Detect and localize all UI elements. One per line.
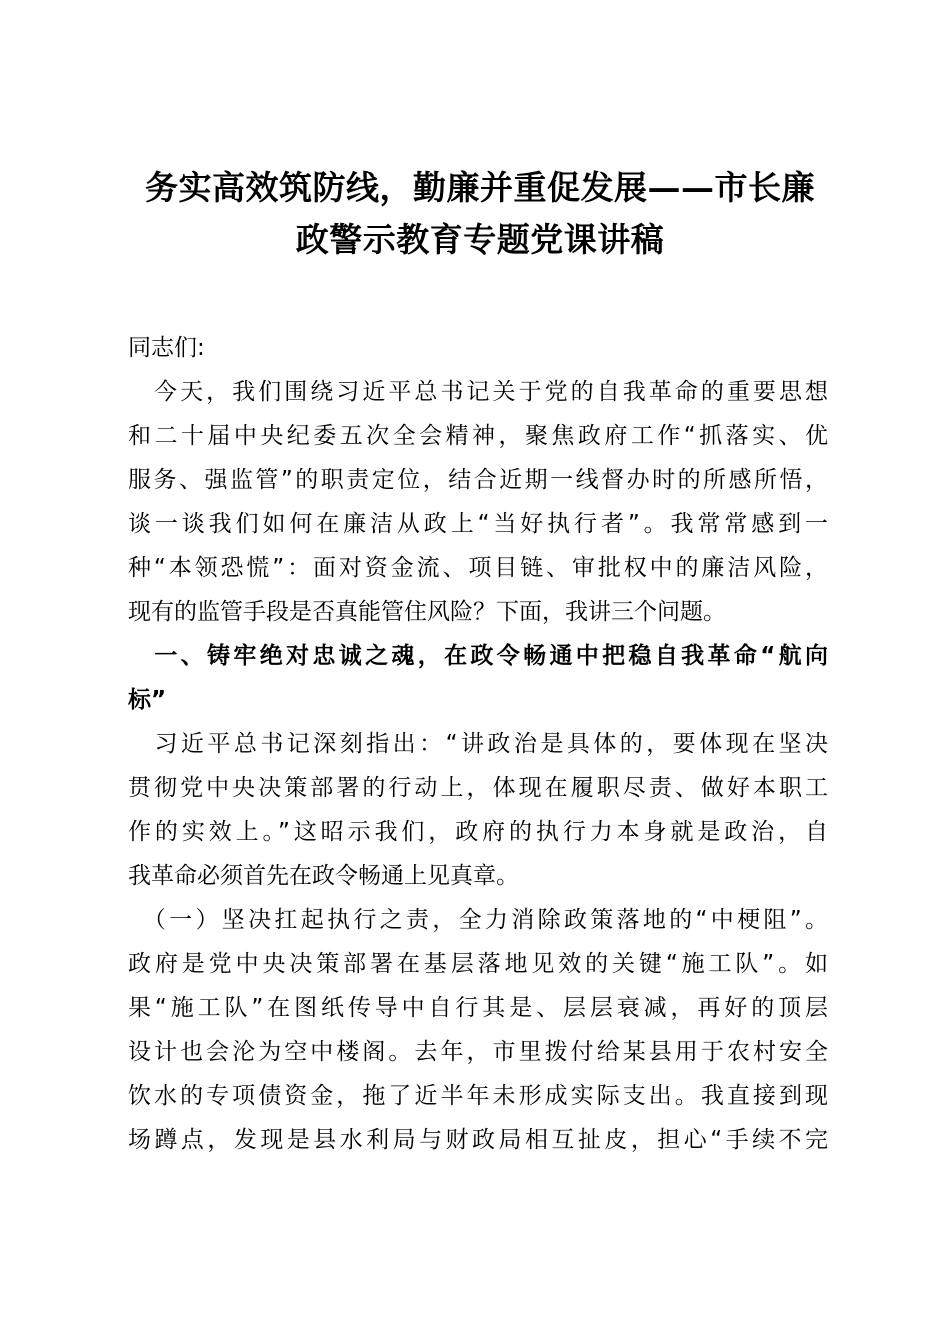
body-text-line: 设计也会沦为空中楼阁。去年，市里拨付给某县用于农村安全 — [128, 1039, 828, 1065]
body-text-line: 今天，我们围绕习近平总书记关于党的自我革命的重要思想 — [128, 379, 828, 405]
title-line-2: 政警示教育专题党课讲稿 — [295, 220, 665, 259]
body-text-line: 现有的监管手段是否真能管住风险？下面，我讲三个问题。 — [128, 599, 726, 625]
title-line-1: 务实高效筑防线，勤廉并重促发展——市长廉 — [145, 168, 815, 207]
body-text-line: 场蹲点，发现是县水利局与财政局相互扯皮，担心“手续不完 — [128, 1127, 828, 1153]
body-text-line: 政府是党中央决策部署在基层落地见效的关键“施工队”。如 — [128, 951, 828, 977]
body-text-line: 同志们: — [128, 335, 205, 361]
body-text-line: 种“本领恐慌”：面对资金流、项目链、审批权中的廉洁风险， — [128, 555, 828, 581]
body-text-line: 贯彻党中央决策部署的行动上，体现在履职尽责、做好本职工 — [128, 775, 828, 801]
body-text-line: 我革命必须首先在政令畅通上见真章。 — [128, 863, 519, 889]
document-body — [128, 326, 828, 1162]
body-text-line: 服务、强监管”的职责定位，结合近期一线督办时的所感所悟， — [128, 467, 828, 493]
body-text-line: 果“施工队”在图纸传导中自行其是、层层衰减，再好的顶层 — [128, 995, 828, 1021]
body-text-line: 习近平总书记深刻指出：“讲政治是具体的，要体现在坚决 — [128, 731, 828, 757]
body-text-line: 谈一谈我们如何在廉洁从政上“当好执行者”。我常常感到一 — [128, 511, 828, 537]
body-text-line: 作的实效上。”这昭示我们，政府的执行力本身就是政治，自 — [128, 819, 828, 845]
document-title — [100, 162, 860, 266]
body-text-line: 饮水的专项债资金，拖了近半年未形成实际支出。我直接到现 — [128, 1083, 828, 1109]
section-heading-line: 标” — [128, 687, 167, 713]
body-text-line: （一）坚决扛起执行之责，全力消除政策落地的“中梗阻”。 — [128, 907, 828, 933]
body-text-line: 和二十届中央纪委五次全会精神，聚焦政府工作“抓落实、优 — [128, 423, 828, 449]
section-heading-line: 一、铸牢绝对忠诚之魂，在政令畅通中把稳自我革命“航向 — [128, 643, 828, 669]
